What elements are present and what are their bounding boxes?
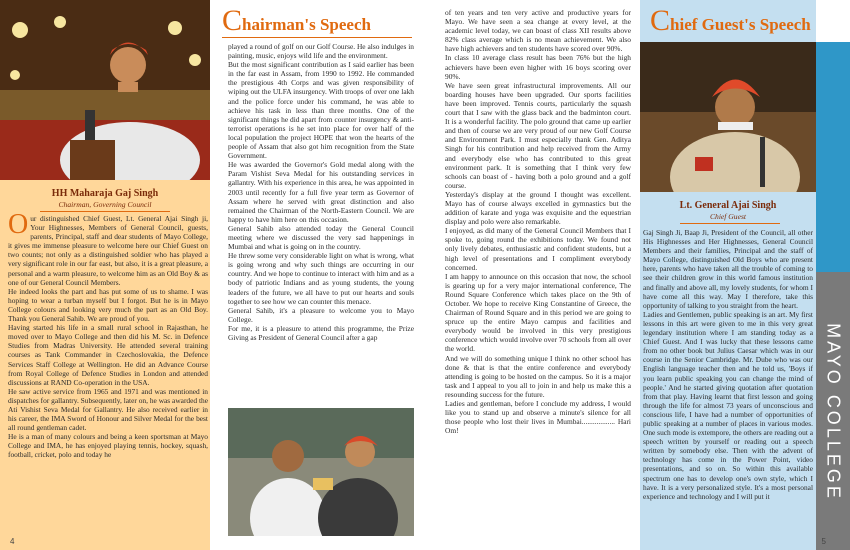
chief-guest-name: Lt. General Ajai Singh [679, 200, 777, 211]
paragraph: Our distinguished Chief Guest, Lt. General Ajai Singh ji, Your Highnesses, Members of General Council, guests, parents, Principal, staff and dear students of Mayo College, it gives me immense pleasure to welcome here our Chief Guest on two counts; not only as a distinguished soldier who has played a very significant role in our far east, but also, it is a great pleasure, a personal and a warm pleasure, to welcome him as an Old Boy & as one of our General Council Members. [8, 214, 208, 287]
heading-initial: C [650, 4, 671, 37]
drop-cap: O [8, 214, 29, 240]
right-page [425, 0, 850, 550]
paragraph: In class 10 average class result has been 76% but the high achievers have been even higher with 16 boys scoring over 90%. [445, 53, 631, 81]
paragraph: General Sahib, it's a pleasure to welcome you to Mayo College. [228, 305, 414, 324]
paragraph: He saw active service from 1965 and 1971 and was mentioned in dispatches for gallantry. Subsequently, later on, he was awarded the Ati Vishist Seva Medal for Gallantry. He also received earlier in his career, the IMA Sword of Honour and Silver Medal for the best all round gentleman cadet. [8, 386, 208, 433]
paragraph: For me, it is a pleasure to attend this programme, the Prize Giving as President of General Council after a gap [228, 323, 414, 342]
page-number-left: 4 [10, 537, 15, 546]
chairman-role: Chairman, Governing Council [58, 200, 152, 209]
paragraph: He indeed looks the part and has put some of us to shame. I was hoping to wear a turban myself but I forgot. But he is in Mayo College colours and looking very much the part as an Old Boy. Thank you General Sahib. We are proud of you. [8, 286, 208, 324]
chairman-name: HH Maharaja Gaj Singh [51, 188, 159, 199]
chief-guest-col-1 [445, 8, 631, 534]
paragraph: He is a man of many colours and being a keen sportsman at Mayo College and IMA, he has enjoyed playing tennis, hockey, squash, football, cricket, polo and today he [8, 432, 208, 460]
chief-guest-role: Chief Guest [709, 212, 747, 221]
chairman-col-1 [8, 214, 208, 534]
paragraph: Ladies and Gentlemen, public speaking is an art. My first lessons in this art were given to me in this very great legendary institution where I am standing today as a Chief Guest. And I was lucky that these lessons came from no other book but Julius Caesar which was in our course in the Senior Cambridge. Mr. Dube who was our English language teacher then and he told us, 'Boys if you learn public speaking you can change the mind of people.' And he started giving quotation after quotation from that play. Having learnt that first lesson and going through the life for almost 73 years of unconscious and conscious life, I have had a number of opportunities of public speaking at a number of places in various modes. One such mode is extempore, the others are reading out a speech written by yourself or reading out a speech written by somebody else. Then with the advent of technology has come in the Power Point, video presentations, and so on. So within this available spectrum one has to develop one's own style, which I have. It is a very personalized style. It's a most personal experience and technology and I will put it [643, 309, 813, 501]
heading-underline [222, 37, 412, 38]
paragraph: He threw some very considerable light on what is wrong, what is going wrong and why such things are occurring in our country. And we hope to continue to interact with him and as a body of patriotic Indians and as young students, the young leaders of the future, we all have to put our hearts and souls together to see how we can counter this menace. [228, 251, 414, 306]
paragraph: We have seen great infrastructural improvements. All our boarding houses have been upgraded. Our sports facilities have been improved. Tennis courts, particularly the squash court that I saw with the glass back and the badminton court. It is a wonderful facility. The polo ground that came up earlier and then of course we are very proud of our new Golf Course and Environment Park. I must especially thank Gen. Aditya Singh for his contribution and help received from the Army and everybody else who has contributed to this great environment park. It is something that I think very few schools can boast of - having both a polo ground and a golf course. [445, 80, 631, 190]
heading-rest: hairman's Speech [242, 15, 371, 34]
side-label: MAYO COLLEGE [823, 323, 844, 501]
photo-chairman-and-guest [228, 408, 414, 536]
name-underline [40, 211, 170, 212]
paragraph: But the most significant contribution as I said earlier has been in the far east in Assam, from 1990 to 1992. He commanded the prestigious 4th Corps and was given responsibility of wiping out the ULFA insurgency. With troops of over one lakh and the police force under his command, he was able to achieve his task in less than three months. One of the significant things he did apart from counter insurgency & anti-terrorist operations is he set into place for over half of the local population the project HOPE that won the hearts of the people of Assam that also got him recognition from the State Government. [228, 60, 414, 161]
paragraph: Having started his life in a small rural school in Rajasthan, he moved over to Mayo College and then did his M. Sc. in Defence Studies from Madras University. He attended several training courses as Tank Commander in Czechoslovakia, the Defence Services Staff College at Wellington. He did an Advance Course from Royal College of Defence Studies in London and attended discussions at RAND Co-operation in the USA. [8, 323, 208, 387]
side-tab-band [816, 272, 850, 550]
chief-guest-heading [650, 6, 811, 36]
paragraph: of ten years and ten very active and productive years for Mayo. We have seen a sea change at every level, at the academic level today, we can boast of class XII results above 82% class average which is no mean achievement. We also have high achievers and ten students have scored over 90%. [445, 8, 631, 54]
paragraph: Ladies and gentleman, before I conclude my address, I would like you to stand up and observe a minute's silence for all those people who lost their lives in Mumbai.................. Hari Om! [445, 399, 631, 436]
heading-initial: C [222, 4, 243, 37]
chairman-col-2 [228, 42, 414, 398]
paragraph: General Sahib also attended today the General Council meeting where we discussed the very sad happenings in Mumbai and what is going on in the country. [228, 223, 414, 252]
heading-rest: hief Guest's Speech [670, 15, 811, 34]
paragraph: Gaj Singh Ji, Baap Ji, President of the Council, all other His Highnesses and Her Highnesses, General Council Members and their families, Principal and the staff of Mayo College, distinguished Old Boys who are present here, parents who have taken all the trouble of coming to see their children grow in this world famous institution and finally and above all, my lovely students, for whom I have come all this way. May I therefore, take this opportunity of talking to you straight from the heart. [643, 228, 813, 310]
paragraph: played a round of golf on our Golf Course. He also indulges in painting, music, enjoys wild life and the environment. [228, 42, 414, 61]
name-underline [680, 223, 780, 224]
paragraph: I enjoyed, as did many of the General Council Members that I spoke to, going round the exhibitions today. We found not only lively debates, enthusiastic and confident students, but a high level of presentations and I compliment everybody concerned. [445, 226, 631, 272]
chairman-speech-heading [222, 6, 371, 36]
paragraph: He was awarded the Governor's Gold medal along with the Param Vishist Seva Medal for his outstanding services in gallantry. With his experience in this area, he was appointed in 2003 until recently for a full five year term as Governor of Assam where he served with great distinction and also remained the Chairman of the North-Eastern Council. We are happy to have him here on this occasion. [228, 160, 414, 224]
paragraph: I am happy to announce on this occasion that now, the school is gearing up for a very major international conference, The Round Square Conference which takes place on the 9th of October. We hope to receive King Constantine of Greece, the Chairman of Round Square and in this period we are going to spruce up the entire Mayo campus and facilities and everybody would be involved in this very prestigious conference which would involve over 70 schools from all over the world. [445, 271, 631, 354]
paragraph: Yesterday's display at the ground I thought was excellent. Mayo has of course always excelled in gymnastics but the addition of karate and yoga was exquisite and the equestrian display and polo were also remarkable. [445, 189, 631, 227]
photo-maharaja [0, 0, 210, 180]
side-tab [816, 42, 850, 550]
photo-chief-guest [640, 42, 816, 192]
page-number-right: 5 [821, 537, 826, 546]
chief-guest-col-2 [643, 228, 813, 534]
paragraph: And we will do something unique I think no other school has done & that is that the entire conference and everybody attending is going to be hosted on the campus. So it is a major task and I appeal to you all to join in and help us make this a resounding success for the future. [445, 353, 631, 399]
